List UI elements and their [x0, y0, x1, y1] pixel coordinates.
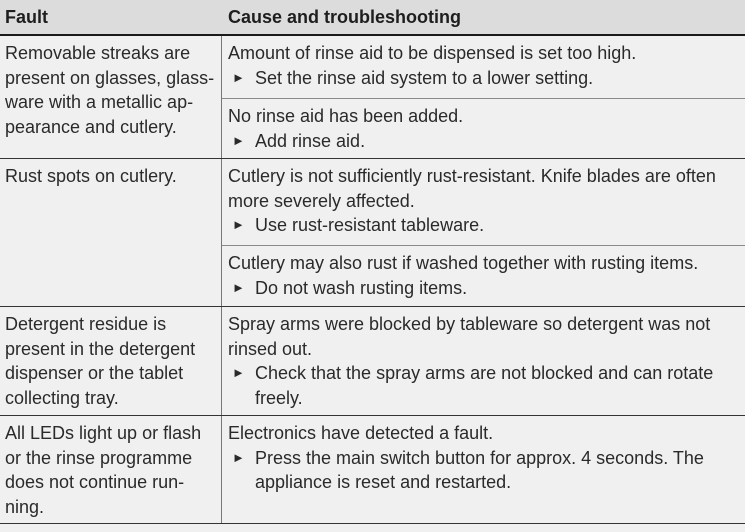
- remedy-text: Do not wash rusting items.: [255, 277, 468, 298]
- header-fault: Fault: [5, 6, 48, 27]
- remedy-step: [228, 213, 737, 238]
- remedy-step: [228, 446, 737, 495]
- remedy-step: [228, 129, 737, 154]
- cause-text: Spray arms were blocked by tableware so detergent was not rinsed out.: [228, 314, 711, 359]
- table-row: [0, 159, 745, 307]
- fault-cell: Removable streaks are present on glasses, glass-ware with a metallic ap-pearance and cutlery.: [0, 36, 222, 158]
- remedy-text: Press the main switch button for approx. 4 seconds. The appliance is reset and restarted.: [255, 447, 704, 492]
- cause-block: [222, 98, 745, 157]
- play-arrow-icon: ►: [232, 279, 245, 295]
- remedy-text: Use rust-resistant tableware.: [255, 215, 485, 235]
- cause-column: [222, 416, 745, 523]
- remedy-step: [228, 361, 737, 410]
- play-arrow-icon: ►: [232, 132, 245, 148]
- cause-text: Electronics have detected a fault.: [228, 423, 494, 443]
- cause-block: [222, 307, 745, 414]
- play-arrow-icon: ►: [232, 69, 245, 85]
- play-arrow-icon: ►: [232, 365, 245, 380]
- cause-column: [222, 307, 745, 415]
- play-arrow-icon: ►: [232, 217, 245, 232]
- fault-cell: Detergent residue is present in the detergent dispenser or the tablet collecting tray.: [0, 307, 222, 415]
- cause-column: [222, 159, 745, 306]
- cause-block: [222, 245, 745, 304]
- cause-text: No rinse aid has been added.: [228, 106, 464, 126]
- fault-cell: Rust spots on cutlery.: [0, 159, 222, 306]
- cause-block: [222, 159, 745, 245]
- remedy-text: Set the rinse aid system to a lower setting.: [255, 67, 594, 88]
- cause-text: Cutlery may also rust if washed together with rusting items.: [228, 253, 699, 273]
- remedy-step: [228, 66, 737, 91]
- table-row: [0, 307, 745, 416]
- play-arrow-icon: ►: [232, 449, 245, 465]
- cause-block: [222, 416, 745, 499]
- cause-text: Cutlery is not sufficiently rust-resistant. Knife blades are often more severely affected.: [228, 166, 716, 211]
- cause-column: [222, 36, 745, 158]
- table-row: [0, 416, 745, 524]
- remedy-text: Check that the spray arms are not blocked and can rotate freely.: [255, 363, 714, 408]
- remedy-text: Add rinse aid.: [255, 130, 366, 151]
- table-row: [0, 36, 745, 159]
- remedy-step: [228, 276, 737, 301]
- header-cause: Cause and troubleshooting: [228, 6, 462, 27]
- table-header: [0, 0, 745, 36]
- cause-text: Amount of rinse aid to be dispensed is set too high.: [228, 43, 637, 63]
- cause-block: [222, 36, 745, 98]
- fault-cell: All LEDs light up or flash or the rinse programme does not continue run-ning.: [0, 416, 222, 523]
